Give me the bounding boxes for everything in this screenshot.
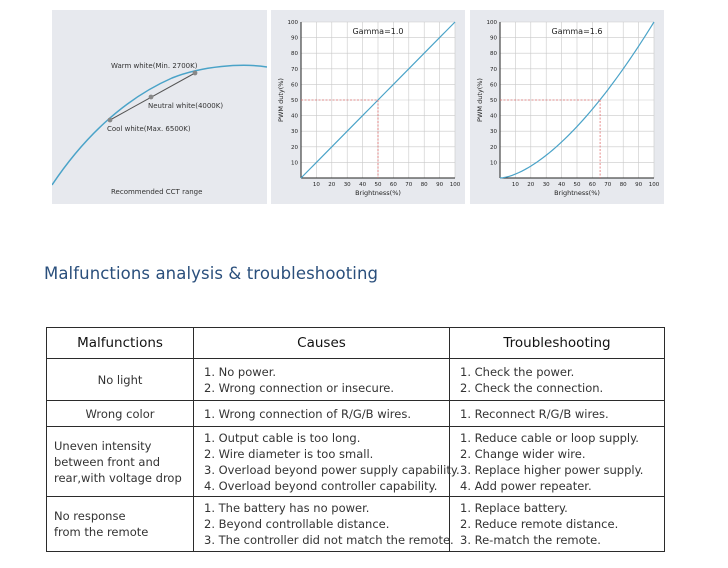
x-tick-label: 40 bbox=[558, 182, 566, 188]
fixes-cell bbox=[450, 359, 665, 401]
cct-curve-graphic bbox=[52, 10, 267, 204]
y-tick-label: 90 bbox=[490, 35, 497, 42]
table-row bbox=[47, 401, 665, 427]
fix-item: 2. Reduce remote distance. bbox=[460, 517, 619, 531]
cause-item: 1. Wrong connection of R/G/B wires. bbox=[204, 406, 411, 421]
x-tick-label: 80 bbox=[420, 182, 428, 188]
fixes-cell bbox=[450, 427, 665, 497]
cct-point-cool bbox=[108, 118, 113, 123]
malfunction-line: between front and bbox=[54, 454, 161, 469]
y-tick-label: 100 bbox=[287, 20, 298, 26]
cause-item: 4. Overload beyond controller capability. bbox=[204, 478, 438, 493]
x-tick-label: 100 bbox=[449, 182, 461, 188]
y-tick-label: 10 bbox=[490, 160, 497, 167]
fix-item: 1. Replace battery. bbox=[460, 501, 568, 515]
x-tick-label: 60 bbox=[389, 182, 397, 188]
fix-item: 2. Check the connection. bbox=[460, 380, 604, 395]
fix-item: 1. Reconnect R/G/B wires. bbox=[460, 406, 609, 421]
table-row bbox=[47, 427, 665, 497]
malfunction-cell bbox=[47, 497, 194, 552]
y-axis-label: PWM duty(%) bbox=[476, 78, 484, 122]
fix-item: 1. Reduce cable or loop supply. bbox=[460, 430, 639, 445]
cause-item: 3. Overload beyond power supply capability. bbox=[204, 462, 460, 477]
x-tick-label: 10 bbox=[312, 182, 320, 188]
causes-cell bbox=[194, 427, 460, 497]
y-tick-label: 10 bbox=[291, 160, 298, 167]
y-tick-label: 20 bbox=[490, 144, 497, 151]
fix-item: 2. Change wider wire. bbox=[460, 446, 586, 461]
x-axis-label: Brightness(%) bbox=[554, 189, 600, 197]
x-tick-label: 40 bbox=[359, 182, 367, 188]
cause-item: 2. Beyond controllable distance. bbox=[204, 517, 390, 531]
cct-caption: Recommended CCT range bbox=[111, 188, 203, 196]
chart-title: Gamma=1.6 bbox=[551, 27, 603, 36]
x-tick-label: 50 bbox=[374, 182, 382, 188]
y-tick-label: 90 bbox=[291, 35, 298, 42]
x-tick-label: 20 bbox=[527, 182, 535, 188]
x-tick-label: 70 bbox=[604, 182, 612, 188]
malfunction-line: rear,with voltage drop bbox=[54, 470, 182, 485]
chart-title: Gamma=1.0 bbox=[352, 27, 404, 36]
x-tick-label: 80 bbox=[619, 182, 627, 188]
cause-item: 2. Wrong connection or insecure. bbox=[204, 380, 395, 395]
cct-range-panel bbox=[52, 10, 267, 204]
cct-label-neutral: Neutral white(4000K) bbox=[148, 102, 224, 110]
cct-label-warm: Warm white(Min. 2700K) bbox=[111, 62, 198, 70]
fix-item: 4. Add power repeater. bbox=[460, 478, 592, 493]
cause-item: 2. Wire diameter is too small. bbox=[204, 446, 374, 461]
x-tick-label: 100 bbox=[648, 182, 660, 188]
malfunction-line: No light bbox=[97, 372, 143, 387]
y-tick-label: 50 bbox=[490, 98, 497, 104]
table-row bbox=[47, 497, 665, 552]
x-tick-label: 50 bbox=[573, 182, 581, 188]
causes-cell bbox=[194, 401, 450, 427]
malfunction-line: No response bbox=[54, 509, 126, 523]
cause-item: 1. Output cable is too long. bbox=[204, 430, 361, 445]
gamma-1-0-chart-panel bbox=[271, 10, 465, 204]
x-tick-label: 20 bbox=[328, 182, 336, 188]
gamma-1-6-chart bbox=[470, 10, 664, 204]
x-tick-label: 30 bbox=[542, 182, 550, 188]
x-tick-label: 90 bbox=[635, 182, 643, 188]
y-tick-label: 80 bbox=[291, 51, 298, 58]
fixes-cell bbox=[450, 497, 665, 552]
fix-item: 3. Re-match the remote. bbox=[460, 533, 601, 547]
header-malfunctions: Malfunctions bbox=[47, 328, 194, 359]
fix-item: 1. Check the power. bbox=[460, 364, 575, 379]
y-tick-label: 30 bbox=[490, 129, 497, 136]
header-causes: Causes bbox=[194, 328, 450, 359]
y-tick-label: 70 bbox=[490, 66, 497, 73]
x-tick-label: 70 bbox=[405, 182, 413, 188]
cause-item: 1. No power. bbox=[204, 364, 277, 379]
y-tick-label: 60 bbox=[490, 82, 497, 89]
y-tick-label: 70 bbox=[291, 66, 298, 73]
malfunction-cell bbox=[47, 427, 194, 497]
x-tick-label: 10 bbox=[511, 182, 519, 188]
y-tick-label: 40 bbox=[291, 113, 298, 120]
x-tick-label: 60 bbox=[588, 182, 596, 188]
y-axis-label: PWM duty(%) bbox=[277, 78, 285, 122]
malfunction-line: Uneven intensity bbox=[54, 438, 152, 453]
gamma-1-6-chart-panel bbox=[470, 10, 664, 204]
table-row bbox=[47, 359, 665, 401]
y-tick-label: 60 bbox=[291, 82, 298, 89]
fixes-cell bbox=[450, 401, 665, 427]
malfunction-line: from the remote bbox=[54, 525, 149, 539]
malfunction-cell bbox=[47, 401, 194, 427]
header-troubleshooting: Troubleshooting bbox=[450, 328, 665, 359]
x-axis-label: Brightness(%) bbox=[355, 189, 401, 197]
troubleshooting-table bbox=[46, 327, 665, 552]
y-tick-label: 40 bbox=[490, 113, 497, 120]
cause-item: 3. The controller did not match the remote. bbox=[204, 533, 454, 547]
x-tick-label: 90 bbox=[436, 182, 444, 188]
y-tick-label: 80 bbox=[490, 51, 497, 58]
y-tick-label: 100 bbox=[486, 20, 497, 26]
y-tick-label: 50 bbox=[291, 98, 298, 104]
gamma-1-0-chart bbox=[271, 10, 465, 204]
x-tick-label: 30 bbox=[343, 182, 351, 188]
causes-cell bbox=[194, 497, 454, 552]
causes-cell bbox=[194, 359, 450, 401]
malfunction-line: Wrong color bbox=[85, 406, 155, 421]
cct-label-cool: Cool white(Max. 6500K) bbox=[107, 125, 191, 133]
y-tick-label: 30 bbox=[291, 129, 298, 136]
section-title: Malfunctions analysis & troubleshooting bbox=[44, 264, 379, 283]
cause-item: 1. The battery has no power. bbox=[204, 501, 370, 515]
fix-item: 3. Replace higher power supply. bbox=[460, 462, 644, 477]
cct-point-neutral bbox=[149, 95, 154, 100]
table-header-row bbox=[47, 328, 665, 359]
y-tick-label: 20 bbox=[291, 144, 298, 151]
cct-point-warm bbox=[193, 71, 198, 76]
malfunction-cell bbox=[47, 359, 194, 401]
